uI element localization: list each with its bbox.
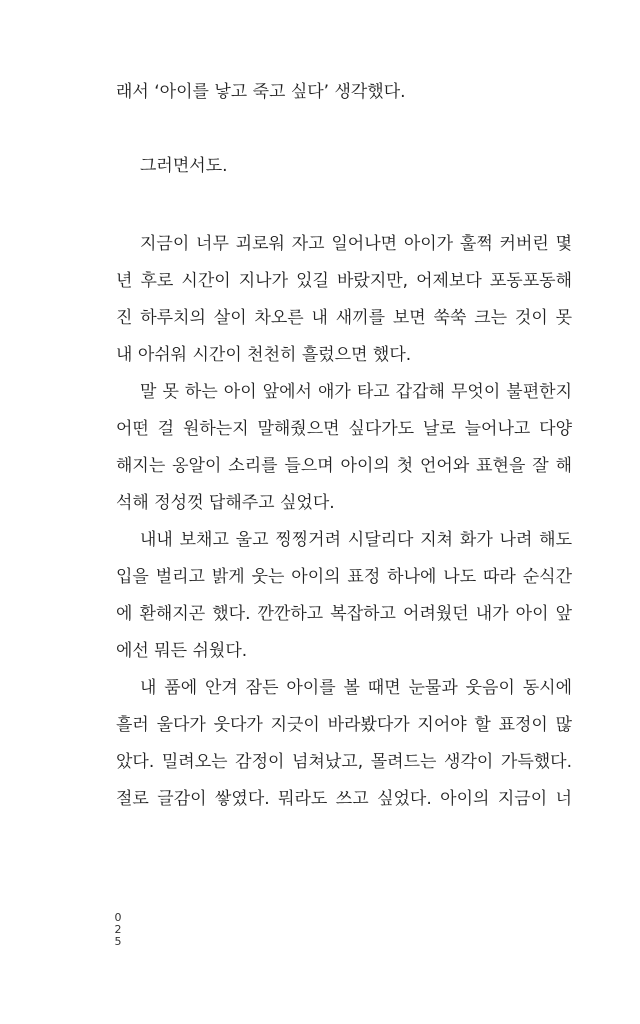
- page-number-digit: 5: [114, 935, 122, 948]
- body-text-line: 지금이 너무 괴로워 자고 일어나면 아이가 훌쩍 커버린 몇: [140, 234, 572, 254]
- body-text-line: 말 못 하는 아이 앞에서 애가 타고 갑갑해 무엇이 불편한지: [140, 382, 572, 402]
- body-text-line: 에선 뭐든 쉬웠다.: [116, 641, 248, 661]
- body-text-line: 그러면서도.: [140, 156, 228, 176]
- body-text-line: 내 아쉬워 시간이 천천히 흘렀으면 했다.: [116, 345, 412, 365]
- body-text-line: 래서 ‘아이를 낳고 죽고 싶다’ 생각했다.: [116, 82, 406, 102]
- body-text-line: 내 품에 안겨 잠든 아이를 볼 때면 눈물과 웃음이 동시에: [140, 678, 572, 698]
- page-number-digit: 0: [114, 911, 122, 924]
- page-number-digit: 2: [114, 923, 122, 936]
- body-text-line: 해지는 옹알이 소리를 들으며 아이의 첫 언어와 표현을 잘 해: [116, 456, 572, 476]
- page-number: [113, 912, 123, 948]
- body-text-line: 입을 벌리고 밝게 웃는 아이의 표정 하나에 나도 따라 순식간: [116, 567, 572, 587]
- body-text-line: 석해 정성껏 답해주고 싶었다.: [116, 493, 335, 513]
- body-text-line: 에 환해지곤 했다. 깐깐하고 복잡하고 어려웠던 내가 아이 앞: [116, 604, 572, 624]
- body-text-line: 년 후로 시간이 지나가 있길 바랐지만, 어제보다 포동포동해: [116, 271, 572, 291]
- body-text-line: 았다. 밀려오는 감정이 넘쳐났고, 몰려드는 생각이 가득했다.: [116, 752, 572, 772]
- body-text-line: 내내 보채고 울고 찡찡거려 시달리다 지쳐 화가 나려 해도: [140, 530, 572, 550]
- body-text-line: 어떤 걸 원하는지 말해줬으면 싶다가도 날로 늘어나고 다양: [116, 419, 572, 439]
- body-text-line: 진 하루치의 살이 차오른 내 새끼를 보면 쑥쑥 크는 것이 못: [116, 308, 572, 328]
- body-text-line: 절로 글감이 쌓였다. 뭐라도 쓰고 싶었다. 아이의 지금이 너: [116, 789, 572, 809]
- body-text-line: 흘러 울다가 웃다가 지긋이 바라봤다가 지어야 할 표정이 많: [116, 715, 572, 735]
